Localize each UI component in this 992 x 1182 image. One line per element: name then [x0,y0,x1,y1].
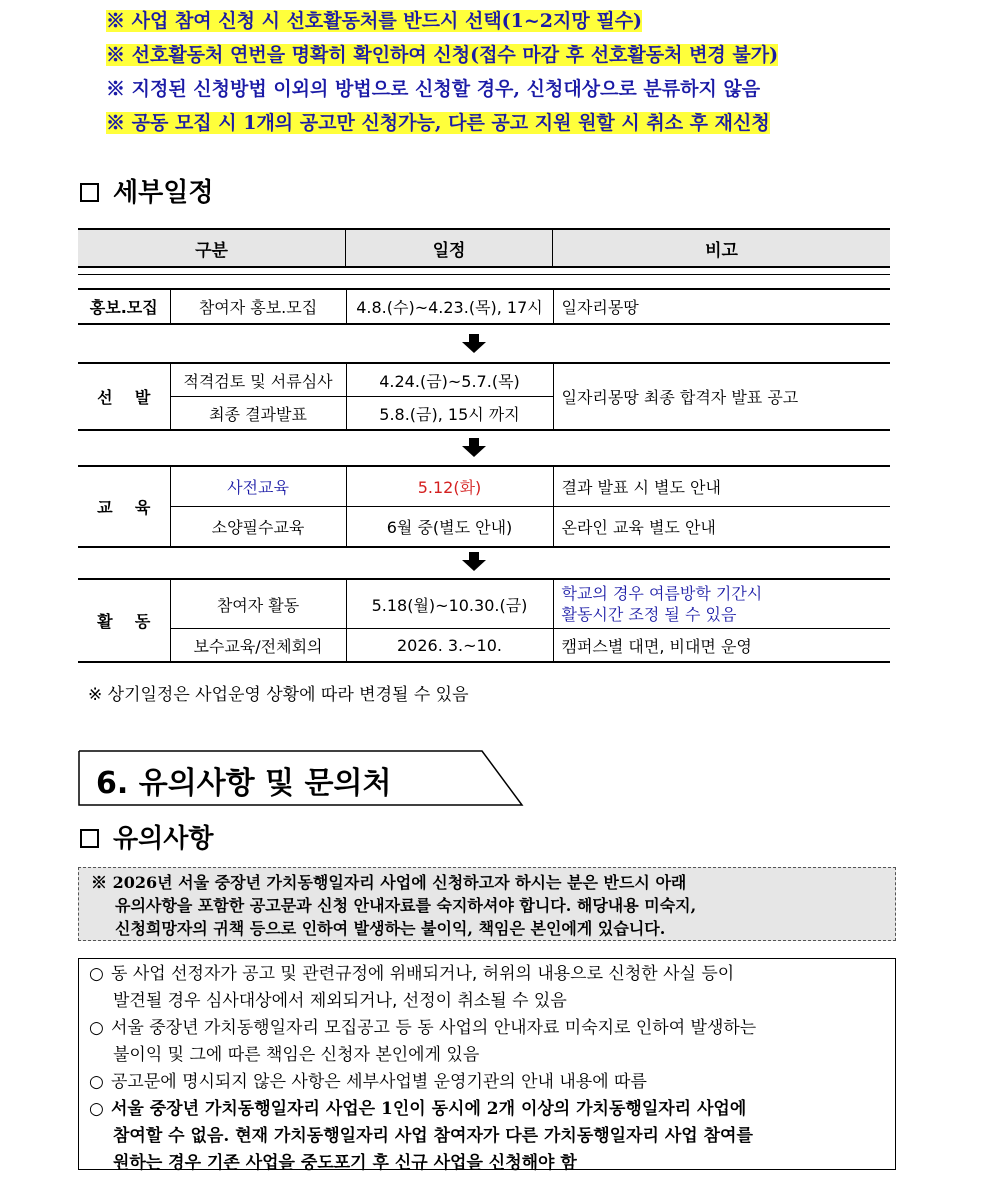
item-cell: 소양필수교육 [170,507,346,548]
note-line: 활동시간 조정 될 수 있음 [561,605,737,624]
note-cell [553,579,890,629]
table-row [78,629,890,663]
list-item: ○ 서울 중장년 가치동행일자리 모집공고 등 동 사업의 안내자료 미숙지로 인하여 발생하는 [89,1015,885,1042]
table-row [78,363,890,397]
table-promo [78,288,890,325]
table-row [78,579,890,629]
schedule-footnote: ※ 상기일정은 사업운영 상황에 따라 변경될 수 있음 [88,685,469,705]
note-cell: 결과 발표 시 별도 안내 [553,466,890,507]
date-cell: 5.18(월)~10.30.(금) [346,579,553,629]
notice-line: ※ 2026년 서울 중장년 가치동행일자리 사업에 신청하고자 하시는 분은 반드시 아래 [91,873,687,892]
header-date: 일정 [346,230,553,266]
table-row [78,507,890,548]
square-bullet-icon [80,183,99,202]
category-education: 교 육 [78,466,170,547]
note-cell: 일자리몽땅 [553,289,890,324]
date-cell: 4.24.(금)~5.7.(목) [346,363,553,397]
table-row [78,466,890,507]
schedule-header [78,228,890,268]
date-cell: 5.12(화) [346,466,553,507]
note-cell: 캠퍼스별 대면, 비대면 운영 [553,629,890,663]
circle-bullet-icon: ○ [89,1099,104,1119]
note-confirm-number: ※ 선호활동처 연번을 명확히 확인하여 신청(접수 마감 후 선호활동처 변경 불가) [106,44,779,66]
list-item-cont: 원하는 경우 기존 사업을 중도포기 후 신규 사업을 신청해야 함 [113,1153,577,1173]
table-row [78,289,890,324]
table-education [78,465,890,548]
category-activity: 활 동 [78,579,170,662]
notice-line: 유의사항을 포함한 공고문과 신청 안내자료를 숙지하셔야 합니다. 해당내용 미숙지, [115,896,697,915]
item-cell: 적격검토 및 서류심사 [170,363,346,397]
item-cell: 참여자 활동 [170,579,346,629]
date-cell: 5.8.(금), 15시 까지 [346,397,553,431]
header-divider [78,274,890,275]
caution-list [78,958,896,1173]
note-cell: 일자리몽땅 최종 합격자 발표 공고 [553,363,890,430]
note-method: ※ 지정된 신청방법 이외의 방법으로 신청할 경우, 신청대상으로 분류하지 않음 [106,78,761,100]
table-selection [78,362,890,431]
section6-title: 6. 유의사항 및 문의처 [96,766,392,801]
category-promo: 홍보.모집 [78,289,170,324]
header-note: 비고 [705,240,738,261]
date-cell: 2026. 3.~10. [346,629,553,663]
date-cell: 6월 중(별도 안내) [346,507,553,548]
caution-title: 유의사항 [80,818,213,855]
list-item-cont: 불이익 및 그에 따른 책임은 신청자 본인에게 있음 [113,1045,480,1065]
list-item: ○ 서울 중장년 가치동행일자리 사업은 1인이 동시에 2개 이상의 가치동행일자리 사업에 [89,1096,885,1123]
header-category: 구분 [78,230,346,266]
circle-bullet-icon: ○ [89,1072,104,1092]
caution-notice [78,867,896,941]
note-cell: 온라인 교육 별도 안내 [553,507,890,548]
item-cell: 참여자 홍보.모집 [170,289,346,324]
item-cell: 사전교육 [170,466,346,507]
notice-line: 신청희망자의 귀책 등으로 인하여 발생하는 불이익, 책임은 본인에게 있습니다. [115,919,666,938]
list-item: ○ 동 사업 선정자가 공고 및 관련규정에 위배되거나, 허위의 내용으로 신청한 사실 등이 [89,961,885,988]
table-activity [78,578,890,663]
schedule-title: 세부일정 [80,172,213,209]
list-item-cont: 참여할 수 없음. 현재 가치동행일자리 사업 참여자가 다른 가치동행일자리 사업 참여를 [113,1126,753,1146]
circle-bullet-icon: ○ [89,1018,104,1038]
date-cell: 4.8.(수)~4.23.(목), 17시 [346,289,553,324]
item-cell: 보수교육/전체회의 [170,629,346,663]
list-item: ○ 공고문에 명시되지 않은 사항은 세부사업별 운영기관의 안내 내용에 따름 [89,1069,885,1096]
note-line: 학교의 경우 여름방학 기간시 [561,584,763,603]
note-preferred-required: ※ 사업 참여 신청 시 선호활동처를 반드시 선택(1~2지망 필수) [106,10,643,32]
note-joint-recruit: ※ 공동 모집 시 1개의 공고만 신청가능, 다른 공고 지원 원할 시 취소 후 재신청 [106,112,770,134]
section6-banner [78,750,522,806]
square-bullet-icon [80,829,99,848]
category-selection: 선 발 [78,363,170,430]
item-cell: 최종 결과발표 [170,397,346,431]
list-item-cont: 발견될 경우 심사대상에서 제외되거나, 선정이 취소될 수 있음 [113,991,567,1011]
circle-bullet-icon: ○ [89,964,104,984]
